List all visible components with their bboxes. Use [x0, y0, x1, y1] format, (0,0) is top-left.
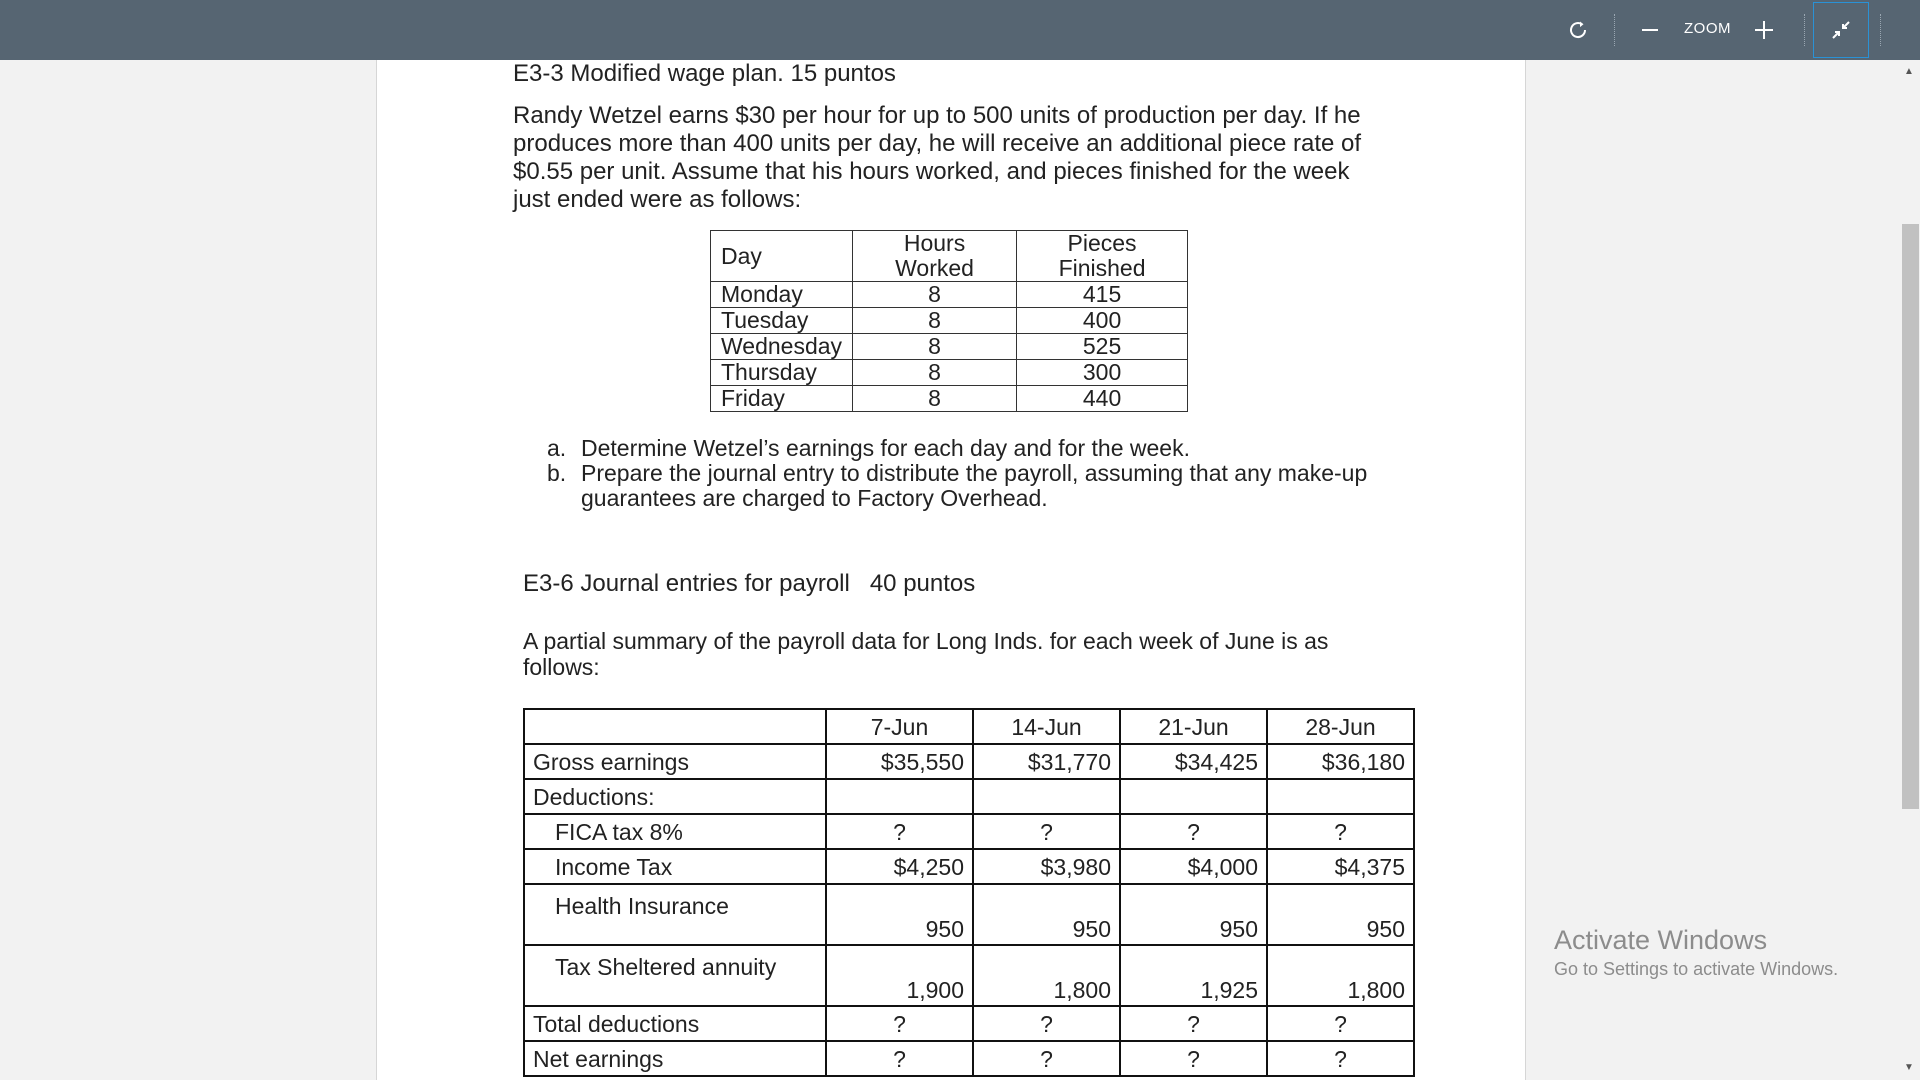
e33-paragraph: Randy Wetzel earns $30 per hour for up to 500 units of production per day. If he produces more than 400 units per day, he will receive an additional piece rate of $0.55 per unit. Assume that his hours worked, and pieces finished for the week just ended were as follows: — [513, 102, 1362, 213]
toolbar-separator — [1880, 14, 1881, 46]
table-cell: ? — [826, 1006, 973, 1041]
table-row — [524, 1041, 1414, 1076]
row-label: Income Tax — [524, 849, 826, 884]
table-row — [524, 779, 1414, 814]
table-cell: ? — [973, 814, 1120, 849]
payroll-table — [523, 708, 1415, 1077]
table-row — [711, 386, 1188, 412]
table-header: Day — [711, 231, 853, 282]
table-cell: $4,000 — [1120, 849, 1267, 884]
list-item-text: Determine Wetzel’s earnings for each day and for the week. — [581, 435, 1190, 461]
row-label: Net earnings — [524, 1041, 826, 1076]
plus-icon — [1753, 19, 1775, 41]
minus-icon — [1640, 20, 1660, 40]
table-header — [524, 709, 826, 744]
table-cell: 8 — [853, 334, 1017, 360]
table-cell: 950 — [1120, 884, 1267, 945]
zoom-label: ZOOM — [1684, 20, 1731, 37]
table-cell: ? — [1120, 1006, 1267, 1041]
e33-title: E3-3 Modified wage plan. 15 puntos — [513, 60, 896, 87]
table-cell: 8 — [853, 360, 1017, 386]
viewer-toolbar — [0, 0, 1920, 60]
table-header: Hours Worked — [853, 231, 1017, 282]
document-page — [376, 60, 1526, 1080]
exit-fullscreen-button[interactable] — [1813, 2, 1869, 58]
list-item — [547, 436, 1377, 461]
table-cell: Wednesday — [711, 334, 853, 360]
list-marker: b. — [547, 460, 567, 486]
table-cell: ? — [973, 1041, 1120, 1076]
list-item-text: Prepare the journal entry to distribute the payroll, assuming that any make-up guarantees are charged to Factory Overhead. — [581, 460, 1368, 511]
row-label: Deductions: — [524, 779, 826, 814]
table-row — [524, 884, 1414, 945]
table-header: 14-Jun — [973, 709, 1120, 744]
table-cell: ? — [1267, 1006, 1414, 1041]
table-header: 7-Jun — [826, 709, 973, 744]
table-cell: Monday — [711, 282, 853, 308]
table-cell: Tuesday — [711, 308, 853, 334]
scrollbar-thumb[interactable] — [1902, 224, 1919, 809]
wage-table — [710, 230, 1188, 412]
table-cell: 415 — [1017, 282, 1188, 308]
table-cell: 440 — [1017, 386, 1188, 412]
table-cell: ? — [1267, 814, 1414, 849]
list-marker: a. — [547, 435, 567, 461]
table-cell: $34,425 — [1120, 744, 1267, 779]
toolbar-separator — [1614, 14, 1615, 46]
row-label: Total deductions — [524, 1006, 826, 1041]
table-header-row — [524, 709, 1414, 744]
table-cell: $4,250 — [826, 849, 973, 884]
table-cell: 950 — [826, 884, 973, 945]
table-cell: 400 — [1017, 308, 1188, 334]
row-label: Gross earnings — [524, 744, 826, 779]
table-row — [711, 282, 1188, 308]
table-cell: ? — [1120, 1041, 1267, 1076]
table-header: Pieces Finished — [1017, 231, 1188, 282]
table-cell: 8 — [853, 308, 1017, 334]
row-label: Health Insurance — [524, 884, 826, 945]
table-cell: Friday — [711, 386, 853, 412]
table-row — [711, 308, 1188, 334]
table-cell: 1,800 — [973, 945, 1120, 1006]
table-cell: 950 — [973, 884, 1120, 945]
table-cell — [1120, 779, 1267, 814]
e36-paragraph: A partial summary of the payroll data for Long Inds. for each week of June is as follows: — [523, 628, 1329, 680]
collapse-icon — [1829, 18, 1853, 42]
table-cell: Thursday — [711, 360, 853, 386]
table-cell: ? — [1267, 1041, 1414, 1076]
reload-icon — [1566, 18, 1590, 42]
table-row — [524, 814, 1414, 849]
table-cell: 1,900 — [826, 945, 973, 1006]
table-cell: 1,800 — [1267, 945, 1414, 1006]
table-cell — [973, 779, 1120, 814]
row-label: FICA tax 8% — [524, 814, 826, 849]
question-list — [547, 436, 1377, 511]
table-row — [711, 334, 1188, 360]
table-cell — [1267, 779, 1414, 814]
table-row — [524, 945, 1414, 1006]
table-row — [524, 744, 1414, 779]
reload-button[interactable] — [1558, 10, 1598, 50]
table-cell: ? — [973, 1006, 1120, 1041]
zoom-in-button[interactable] — [1744, 10, 1784, 50]
watermark-subtitle: Go to Settings to activate Windows. — [1554, 959, 1839, 979]
row-label: Tax Sheltered annuity — [524, 945, 826, 1006]
activate-windows-watermark — [1554, 924, 1838, 982]
scroll-down-icon[interactable]: ▼ — [1904, 1062, 1914, 1073]
zoom-out-button[interactable] — [1630, 10, 1670, 50]
table-cell: 8 — [853, 386, 1017, 412]
table-row — [711, 360, 1188, 386]
table-row — [524, 849, 1414, 884]
table-cell: 525 — [1017, 334, 1188, 360]
list-item — [547, 461, 1377, 511]
table-cell: 300 — [1017, 360, 1188, 386]
scroll-up-icon[interactable]: ▲ — [1904, 66, 1914, 77]
table-row — [524, 1006, 1414, 1041]
toolbar-separator — [1804, 14, 1805, 46]
table-cell: 8 — [853, 282, 1017, 308]
table-cell: $3,980 — [973, 849, 1120, 884]
table-cell — [826, 779, 973, 814]
table-cell: ? — [826, 1041, 973, 1076]
table-header-row — [711, 231, 1188, 282]
table-cell: $36,180 — [1267, 744, 1414, 779]
table-cell: ? — [826, 814, 973, 849]
table-cell: ? — [1120, 814, 1267, 849]
table-cell: $4,375 — [1267, 849, 1414, 884]
watermark-title: Activate Windows — [1554, 925, 1768, 955]
table-header: 21-Jun — [1120, 709, 1267, 744]
table-cell: 950 — [1267, 884, 1414, 945]
table-cell: $35,550 — [826, 744, 973, 779]
table-cell: $31,770 — [973, 744, 1120, 779]
table-cell: 1,925 — [1120, 945, 1267, 1006]
e36-title: E3-6 Journal entries for payroll 40 puntos — [523, 570, 976, 597]
table-header: 28-Jun — [1267, 709, 1414, 744]
